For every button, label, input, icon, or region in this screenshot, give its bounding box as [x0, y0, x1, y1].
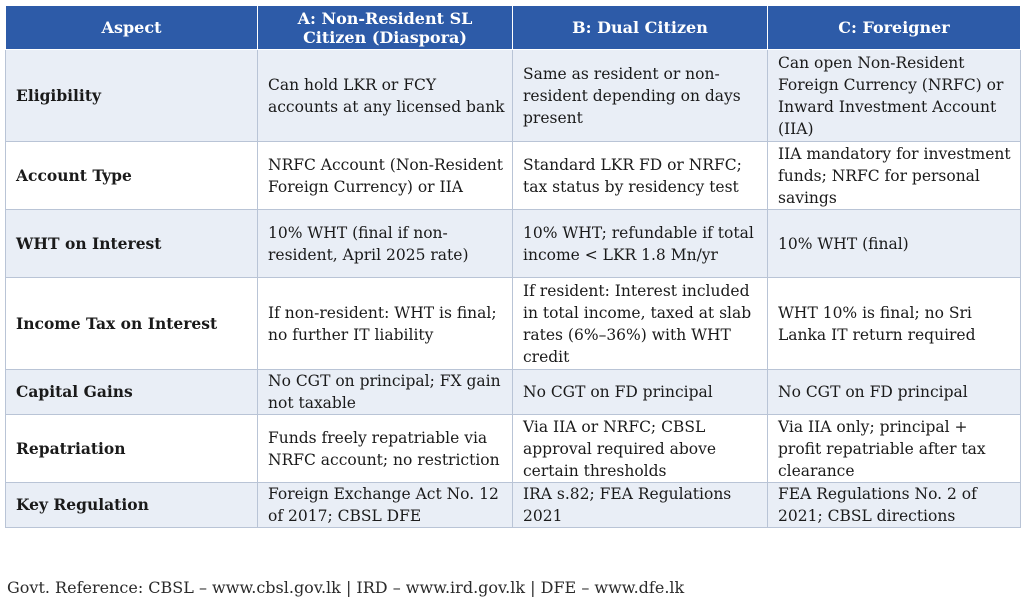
table-row-eligibility [6, 50, 1021, 142]
cell-dual-citizen: No CGT on FD principal [513, 370, 768, 415]
cell-non-resident: 10% WHT (final if non-resident, April 2025 rate) [258, 210, 513, 278]
table-row-repatriation [6, 415, 1021, 483]
cell-dual-citizen: Same as resident or non-resident depending on days present [513, 50, 768, 142]
table-row-account-type [6, 142, 1021, 210]
table-row-income-tax [6, 278, 1021, 370]
cell-foreigner: Can open Non-Resident Foreign Currency (NRFC) or Inward Investment Account (IIA) [768, 50, 1021, 142]
table-row-key-regulation [6, 483, 1021, 528]
header-foreigner: C: Foreigner [768, 6, 1021, 50]
cell-dual-citizen: IRA s.82; FEA Regulations 2021 [513, 483, 768, 528]
row-label: Income Tax on Interest [6, 278, 258, 370]
header-row [6, 6, 1021, 50]
row-label: Key Regulation [6, 483, 258, 528]
cell-non-resident: Foreign Exchange Act No. 12 of 2017; CBSL DFE [258, 483, 513, 528]
cell-foreigner: Via IIA only; principal + profit repatriable after tax clearance [768, 415, 1021, 483]
table-row-capital-gains [6, 370, 1021, 415]
cell-dual-citizen: Via IIA or NRFC; CBSL approval required above certain thresholds [513, 415, 768, 483]
cell-foreigner: WHT 10% is final; no Sri Lanka IT return required [768, 278, 1021, 370]
header-aspect: Aspect [6, 6, 258, 50]
cell-non-resident: No CGT on principal; FX gain not taxable [258, 370, 513, 415]
row-label: WHT on Interest [6, 210, 258, 278]
header-dual-citizen: B: Dual Citizen [513, 6, 768, 50]
cell-non-resident: Funds freely repatriable via NRFC account; no restriction [258, 415, 513, 483]
comparison-table [5, 5, 1021, 528]
cell-foreigner: IIA mandatory for investment funds; NRFC for personal savings [768, 142, 1021, 210]
table-row-wht-on-interest [6, 210, 1021, 278]
cell-non-resident: If non-resident: WHT is final; no further IT liability [258, 278, 513, 370]
row-label: Repatriation [6, 415, 258, 483]
header-non-resident: A: Non-Resident SL Citizen (Diaspora) [258, 6, 513, 50]
cell-foreigner: No CGT on FD principal [768, 370, 1021, 415]
cell-non-resident: NRFC Account (Non-Resident Foreign Currency) or IIA [258, 142, 513, 210]
cell-dual-citizen: Standard LKR FD or NRFC; tax status by residency test [513, 142, 768, 210]
row-label: Capital Gains [6, 370, 258, 415]
cell-foreigner: FEA Regulations No. 2 of 2021; CBSL directions [768, 483, 1021, 528]
cell-dual-citizen: If resident: Interest included in total income, taxed at slab rates (6%–36%) with WHT credit [513, 278, 768, 370]
govt-reference-footer: Govt. Reference: CBSL – www.cbsl.gov.lk | IRD – www.ird.gov.lk | DFE – www.dfe.lk [7, 578, 685, 597]
cell-foreigner: 10% WHT (final) [768, 210, 1021, 278]
cell-non-resident: Can hold LKR or FCY accounts at any licensed bank [258, 50, 513, 142]
row-label: Eligibility [6, 50, 258, 142]
cell-dual-citizen: 10% WHT; refundable if total income < LKR 1.8 Mn/yr [513, 210, 768, 278]
row-label: Account Type [6, 142, 258, 210]
